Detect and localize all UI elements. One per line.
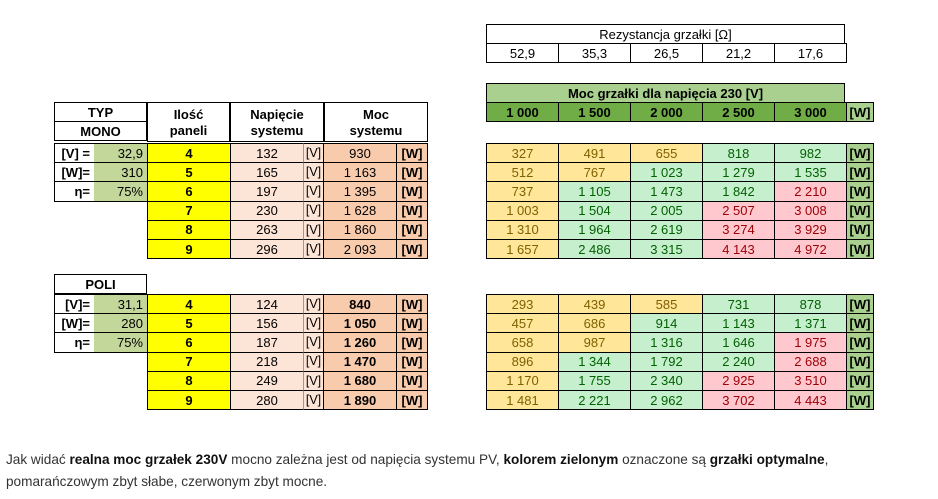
panels-count: 7 bbox=[147, 201, 231, 221]
system-voltage: 218 bbox=[231, 352, 303, 372]
system-power: 1 395 bbox=[324, 181, 396, 201]
mono-param-value: 310 bbox=[94, 162, 147, 182]
heater-power-cell: 2 240 bbox=[702, 352, 775, 372]
system-power: 2 093 bbox=[324, 239, 396, 259]
power-unit: [W] bbox=[396, 294, 428, 314]
resistance-value: 35,3 bbox=[558, 43, 631, 63]
note-bold-3: grzałki optymalne bbox=[709, 452, 825, 467]
heater-power-cell: 1 481 bbox=[486, 390, 559, 410]
power-rating-header: 1 500 bbox=[558, 102, 631, 122]
heater-power-cell: 1 105 bbox=[558, 181, 631, 201]
system-voltage: 296 bbox=[231, 239, 303, 259]
heater-power-cell: 1 316 bbox=[630, 332, 703, 352]
panels-count: 7 bbox=[147, 352, 231, 372]
system-power: 1 628 bbox=[324, 201, 396, 221]
heater-power-cell: 2 005 bbox=[630, 201, 703, 221]
heater-power-cell: 1 023 bbox=[630, 162, 703, 182]
heater-power-cell: 293 bbox=[486, 294, 559, 314]
heater-power-cell: 2 340 bbox=[630, 371, 703, 391]
note-part-3: oznaczone są bbox=[618, 452, 710, 467]
heater-unit: [W] bbox=[846, 220, 874, 240]
panels-count: 4 bbox=[147, 294, 231, 314]
resistance-value: 26,5 bbox=[630, 43, 703, 63]
heater-power-cell: 327 bbox=[486, 143, 559, 163]
heater-unit: [W] bbox=[846, 371, 874, 391]
note-part-2: mocno zależna jest od napięcia systemu PV, bbox=[227, 452, 504, 467]
moc-header bbox=[324, 102, 428, 142]
mono-param-label: η= bbox=[54, 181, 94, 201]
poli-param-label: [V]= bbox=[54, 294, 94, 314]
heater-power-cell: 1 964 bbox=[558, 220, 631, 240]
heater-unit: [W] bbox=[846, 143, 874, 163]
heater-power-cell: 914 bbox=[630, 313, 703, 333]
mono-param-label: [W]= bbox=[54, 162, 94, 182]
heater-power-cell: 1 143 bbox=[702, 313, 775, 333]
panels-count: 6 bbox=[147, 181, 231, 201]
note-bold-1: realna moc grzałek 230V bbox=[69, 452, 228, 467]
heater-power-cell: 1 170 bbox=[486, 371, 559, 391]
heater-power-cell: 1 003 bbox=[486, 201, 559, 221]
system-voltage: 280 bbox=[231, 390, 303, 410]
heater-unit: [W] bbox=[846, 332, 874, 352]
note-bold-2: kolorem zielonym bbox=[503, 452, 619, 467]
heater-unit: [W] bbox=[846, 294, 874, 314]
heater-power-cell: 2 962 bbox=[630, 390, 703, 410]
panels-count: 9 bbox=[147, 390, 231, 410]
power-unit: [W] bbox=[396, 313, 428, 333]
power-unit: [W] bbox=[396, 239, 428, 259]
heater-power-cell: 3 929 bbox=[774, 220, 847, 240]
power-rating-header: 1 000 bbox=[486, 102, 559, 122]
system-power: 1 680 bbox=[324, 371, 396, 391]
heater-power-cell: 1 371 bbox=[774, 313, 847, 333]
heater-power-cell: 2 486 bbox=[558, 239, 631, 259]
heater-unit: [W] bbox=[846, 390, 874, 410]
heater-power-cell: 3 315 bbox=[630, 239, 703, 259]
heater-power-cell: 457 bbox=[486, 313, 559, 333]
heater-power-cell: 2 507 bbox=[702, 201, 775, 221]
poli-param-value: 31,1 bbox=[94, 294, 147, 314]
voltage-unit: [V] bbox=[303, 371, 324, 391]
heater-power-cell: 512 bbox=[486, 162, 559, 182]
power-header-unit: [W] bbox=[846, 102, 874, 122]
poli-label: POLI bbox=[54, 274, 147, 294]
system-voltage: 124 bbox=[231, 294, 303, 314]
voltage-unit: [V] bbox=[303, 143, 324, 163]
heater-power-cell: 1 279 bbox=[702, 162, 775, 182]
note-part-4: , pomarańczowym zbyt słabe, czerwonym zbyt mocne. bbox=[6, 452, 829, 489]
napiecie-line1: Napięcie bbox=[250, 106, 304, 122]
heater-power-cell: 1 310 bbox=[486, 220, 559, 240]
mono-param-value: 32,9 bbox=[94, 143, 147, 163]
heater-unit: [W] bbox=[846, 181, 874, 201]
voltage-unit: [V] bbox=[303, 201, 324, 221]
power-unit: [W] bbox=[396, 143, 428, 163]
power-unit: [W] bbox=[396, 332, 428, 352]
heater-power-cell: 878 bbox=[774, 294, 847, 314]
heater-power-cell: 439 bbox=[558, 294, 631, 314]
napiecie-header bbox=[230, 102, 324, 142]
heater-power-cell: 686 bbox=[558, 313, 631, 333]
poli-param-label: [W]= bbox=[54, 313, 94, 333]
heater-power-cell: 4 972 bbox=[774, 239, 847, 259]
voltage-unit: [V] bbox=[303, 352, 324, 372]
heater-power-cell: 1 975 bbox=[774, 332, 847, 352]
heater-power-cell: 1 344 bbox=[558, 352, 631, 372]
system-voltage: 187 bbox=[231, 332, 303, 352]
footnote-text bbox=[6, 449, 934, 493]
heater-unit: [W] bbox=[846, 313, 874, 333]
heater-power-cell: 2 221 bbox=[558, 390, 631, 410]
heater-power-cell: 655 bbox=[630, 143, 703, 163]
ilosc-line1: Ilość bbox=[173, 106, 204, 122]
moc-line1: Moc bbox=[363, 106, 389, 122]
system-voltage: 249 bbox=[231, 371, 303, 391]
ilosc-header bbox=[147, 102, 230, 142]
resistance-value: 21,2 bbox=[702, 43, 775, 63]
heater-power-cell: 1 504 bbox=[558, 201, 631, 221]
mono-label: MONO bbox=[54, 121, 147, 141]
heater-power-cell: 4 143 bbox=[702, 239, 775, 259]
heater-power-cell: 896 bbox=[486, 352, 559, 372]
resistance-title: Rezystancja grzałki [Ω] bbox=[486, 24, 845, 43]
heater-power-cell: 2 925 bbox=[702, 371, 775, 391]
heater-power-cell: 1 755 bbox=[558, 371, 631, 391]
power-header-title: Moc grzałki dla napięcia 230 [V] bbox=[486, 83, 845, 103]
system-power: 1 470 bbox=[324, 352, 396, 372]
resistance-value: 17,6 bbox=[774, 43, 847, 63]
heater-power-cell: 818 bbox=[702, 143, 775, 163]
system-voltage: 197 bbox=[231, 181, 303, 201]
voltage-unit: [V] bbox=[303, 332, 324, 352]
heater-power-cell: 1 535 bbox=[774, 162, 847, 182]
system-power: 1 860 bbox=[324, 220, 396, 240]
heater-power-cell: 1 646 bbox=[702, 332, 775, 352]
heater-unit: [W] bbox=[846, 201, 874, 221]
system-power: 1 163 bbox=[324, 162, 396, 182]
power-rating-header: 3 000 bbox=[774, 102, 847, 122]
voltage-unit: [V] bbox=[303, 181, 324, 201]
panels-count: 8 bbox=[147, 220, 231, 240]
note-part-1: Jak widać bbox=[6, 452, 70, 467]
heater-power-cell: 3 008 bbox=[774, 201, 847, 221]
ilosc-line2: paneli bbox=[169, 122, 208, 138]
moc-line2: systemu bbox=[349, 122, 403, 138]
power-unit: [W] bbox=[396, 162, 428, 182]
heater-power-cell: 767 bbox=[558, 162, 631, 182]
panels-count: 8 bbox=[147, 371, 231, 391]
heater-unit: [W] bbox=[846, 239, 874, 259]
power-unit: [W] bbox=[396, 220, 428, 240]
resistance-value: 52,9 bbox=[486, 43, 559, 63]
heater-power-cell: 3 702 bbox=[702, 390, 775, 410]
heater-power-cell: 491 bbox=[558, 143, 631, 163]
system-voltage: 230 bbox=[231, 201, 303, 221]
panels-count: 5 bbox=[147, 313, 231, 333]
heater-unit: [W] bbox=[846, 162, 874, 182]
power-unit: [W] bbox=[396, 390, 428, 410]
heater-power-cell: 987 bbox=[558, 332, 631, 352]
mono-param-label: [V] = bbox=[54, 143, 94, 163]
napiecie-line2: systemu bbox=[250, 122, 304, 138]
heater-power-cell: 1 792 bbox=[630, 352, 703, 372]
heater-power-cell: 2 619 bbox=[630, 220, 703, 240]
heater-unit: [W] bbox=[846, 352, 874, 372]
power-unit: [W] bbox=[396, 201, 428, 221]
heater-power-cell: 658 bbox=[486, 332, 559, 352]
system-voltage: 165 bbox=[231, 162, 303, 182]
heater-power-cell: 982 bbox=[774, 143, 847, 163]
power-unit: [W] bbox=[396, 181, 428, 201]
system-voltage: 156 bbox=[231, 313, 303, 333]
voltage-unit: [V] bbox=[303, 313, 324, 333]
voltage-unit: [V] bbox=[303, 390, 324, 410]
power-rating-header: 2 000 bbox=[630, 102, 703, 122]
power-unit: [W] bbox=[396, 371, 428, 391]
panels-count: 4 bbox=[147, 143, 231, 163]
voltage-unit: [V] bbox=[303, 239, 324, 259]
mono-param-value: 75% bbox=[94, 181, 147, 201]
heater-power-cell: 4 443 bbox=[774, 390, 847, 410]
system-power: 930 bbox=[324, 143, 396, 163]
heater-power-cell: 1 842 bbox=[702, 181, 775, 201]
heater-power-cell: 2 688 bbox=[774, 352, 847, 372]
heater-power-cell: 1 473 bbox=[630, 181, 703, 201]
system-voltage: 263 bbox=[231, 220, 303, 240]
poli-param-value: 75% bbox=[94, 332, 147, 352]
heater-power-cell: 2 210 bbox=[774, 181, 847, 201]
power-rating-header: 2 500 bbox=[702, 102, 775, 122]
voltage-unit: [V] bbox=[303, 294, 324, 314]
system-power: 1 890 bbox=[324, 390, 396, 410]
system-voltage: 132 bbox=[231, 143, 303, 163]
heater-power-cell: 1 657 bbox=[486, 239, 559, 259]
panels-count: 5 bbox=[147, 162, 231, 182]
power-unit: [W] bbox=[396, 352, 428, 372]
system-power: 1 050 bbox=[324, 313, 396, 333]
heater-power-cell: 3 274 bbox=[702, 220, 775, 240]
system-power: 1 260 bbox=[324, 332, 396, 352]
heater-power-cell: 731 bbox=[702, 294, 775, 314]
heater-power-cell: 585 bbox=[630, 294, 703, 314]
heater-power-cell: 3 510 bbox=[774, 371, 847, 391]
heater-power-cell: 737 bbox=[486, 181, 559, 201]
panels-count: 9 bbox=[147, 239, 231, 259]
panels-count: 6 bbox=[147, 332, 231, 352]
system-power: 840 bbox=[324, 294, 396, 314]
voltage-unit: [V] bbox=[303, 220, 324, 240]
typ-header: TYP bbox=[54, 102, 147, 122]
poli-param-value: 280 bbox=[94, 313, 147, 333]
voltage-unit: [V] bbox=[303, 162, 324, 182]
poli-param-label: η= bbox=[54, 332, 94, 352]
